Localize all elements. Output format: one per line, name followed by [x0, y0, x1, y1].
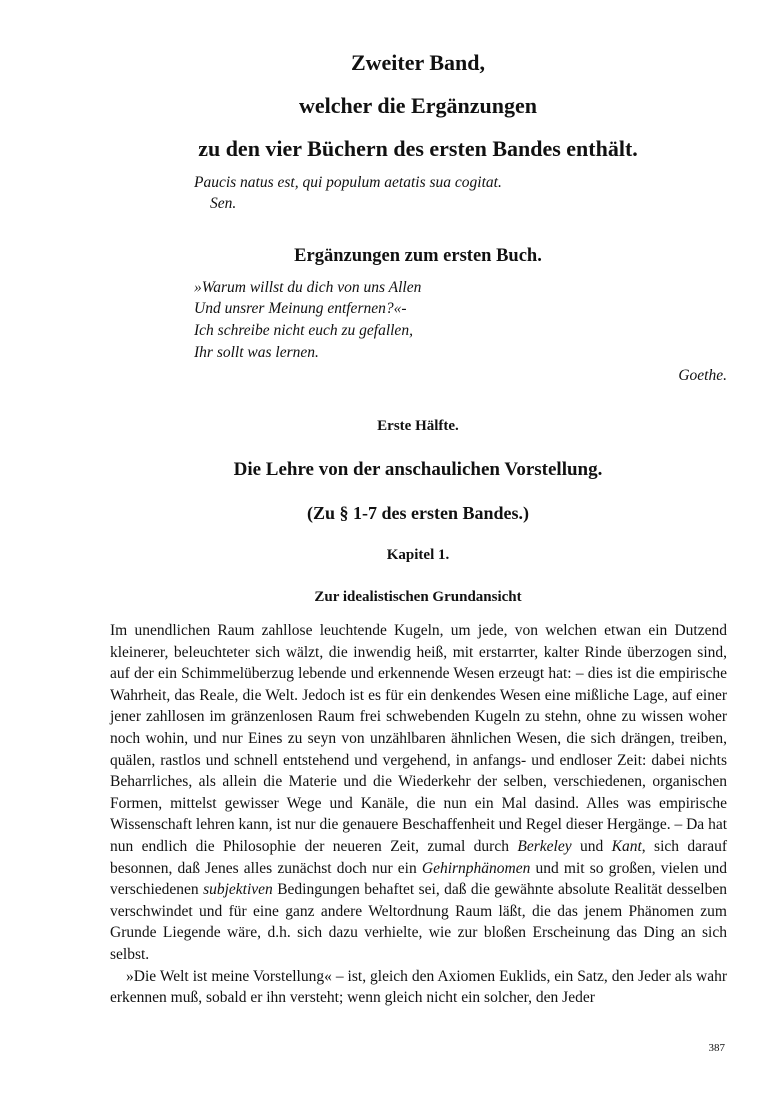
poem-line: Ihr sollt was lernen. [194, 344, 319, 361]
poem-author: Goethe. [678, 367, 727, 384]
motto-quote: Paucis natus est, qui populum aetatis sua cogitat. [194, 174, 502, 191]
emphasis-berkeley: Berkeley [517, 837, 572, 855]
text-run: Im unendlichen Raum zahllose leuchtende Kugeln, um jede, von welchen etwan ein Dutzend kleinerer, beleuchteter sich wälzt, die inwendig heiß, mit erstarrter, kalter Rinde überzogen sind, auf der ein Schimmelüberzug lebende und erkennende Wesen erzeugt hat: – dies ist die empirische Wahrheit, das Reale, die Welt. Jedoch ist es für ein denkendes Wesen eine mißliche Lage, auf einer jener zahllosen im gränzenlosen Raum frei schwebenden Kugeln zu stehn, ohne zu wissen woher noch wohin, und nur Eines zu seyn von unzählbaren ähnlichen Wesen, die sich drängen, treiben, quälen, rastlos und schnell entstehend und vergehend, in anfangs- und endloser Zeit: dabei nichts Beharrliches, als allein die Materie und die Wiederkehr der selben, verschiedenen, organischen Formen, mittelst gewisser Wege und Kanäle, die nun ein Mal dasind. Alles was empirische Wissenschaft lehren kann, ist nur die genauere Beschaffenheit und Regel dieser Hergänge. – Da hat nun endlich die Philosophie der neueren Zeit, zumal durch [110, 622, 727, 855]
poem-line: Und unsrer Meinung entfernen?«- [194, 300, 407, 317]
emphasis-kant: Kant [611, 837, 642, 855]
paragraph: »Die Welt ist meine Vorstellung« – ist, gleich den Axiomen Euklids, ein Satz, den Jeder als wahr erkennen muß, sobald er ihn versteht; wenn gleich nicht ein solcher, den Jeder [110, 967, 727, 1007]
text-run: Bedingungen behaftet sei, daß die gewähnte absolute Realität desselben verschwindet und für eine ganz andere Weltordnung Raum läßt, die das jenem Phänomen zum Grunde Liegende wäre, d.h. sich dazu verhielte, wie zur bloßen Erscheinung das Ding an sich selbst. [110, 881, 727, 963]
poem-line: Ich schreibe nicht euch zu gefallen, [194, 322, 413, 339]
volume-title-line-2: welcher die Ergänzungen [299, 93, 537, 118]
volume-title-line-3: zu den vier Büchern des ersten Bandes enthält. [198, 136, 638, 161]
paragraph [110, 620, 727, 966]
poem-line: »Warum willst du dich von uns Allen [194, 279, 422, 296]
part-title: Die Lehre von der anschaulichen Vorstellung. [233, 459, 603, 480]
text-run: , sich darauf besonnen, daß Jenes alles zunächst doch nur ein [110, 837, 727, 877]
text-run: und [571, 837, 612, 855]
text-run: und mit so großen, vielen und verschiedenen [110, 859, 727, 899]
supplement-heading: Ergänzungen zum ersten Buch. [294, 246, 542, 266]
body-text [110, 620, 727, 1009]
chapter-label: Kapitel 1. [386, 547, 450, 563]
emphasis-gehirnphaenomen: Gehirnphänomen [421, 859, 531, 877]
page-number: 387 [708, 1042, 725, 1054]
motto-author: Sen. [210, 195, 237, 212]
part-reference: (Zu § 1-7 des ersten Bandes.) [306, 503, 529, 523]
half-heading: Erste Hälfte. [377, 418, 459, 434]
chapter-title: Zur idealistischen Grundansicht [314, 589, 522, 605]
emphasis-subjektiven: subjektiven [203, 881, 273, 899]
volume-title-line-1: Zweiter Band, [350, 50, 486, 75]
